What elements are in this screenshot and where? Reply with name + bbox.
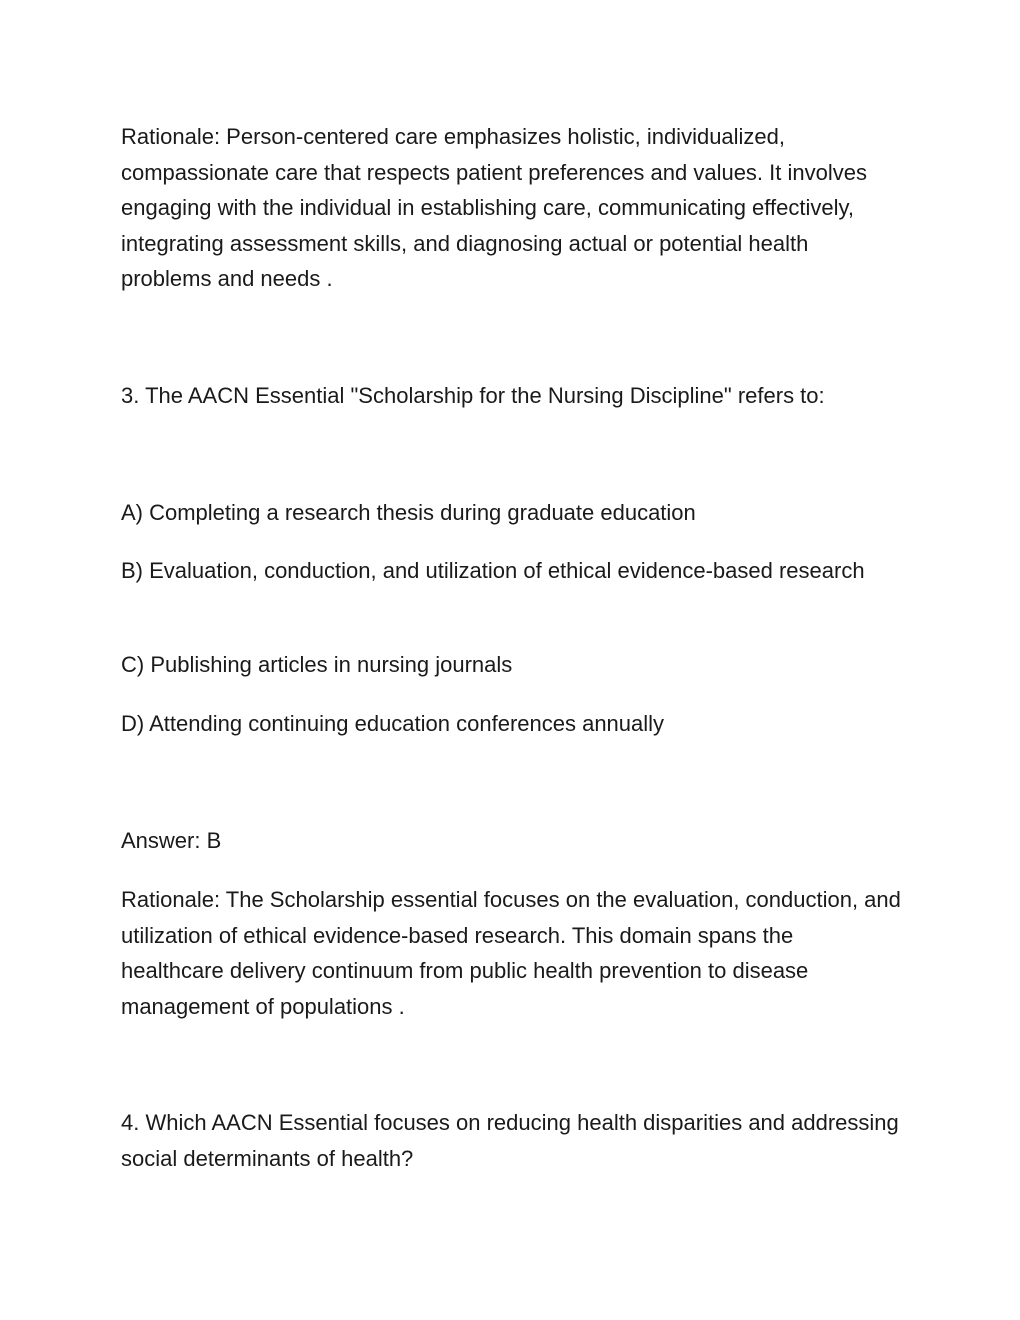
- rationale-paragraph-previous: Rationale: Person-centered care emphasizes holistic, individualized, compassionate care that respects patient preferences and values. It involves engaging with the individual in establishing care, communicating effectively, integrating assessment skills, and diagnosing actual or potential health problems and needs .: [121, 124, 867, 291]
- question-3-option-b: B) Evaluation, conduction, and utilization of ethical evidence-based research: [121, 558, 865, 583]
- question-3-prompt: 3. The AACN Essential "Scholarship for the Nursing Discipline" refers to:: [121, 383, 825, 408]
- question-3-rationale: Rationale: The Scholarship essential focuses on the evaluation, conduction, and utilization of ethical evidence-based research. This domain spans the healthcare delivery continuum from public health prevention to disease management of populations .: [121, 887, 901, 1019]
- question-3-option-d: D) Attending continuing education conferences annually: [121, 711, 665, 736]
- question-3-option-c: C) Publishing articles in nursing journals: [121, 652, 513, 677]
- question-3-option-a: A) Completing a research thesis during graduate education: [121, 500, 696, 525]
- question-4-prompt: 4. Which AACN Essential focuses on reducing health disparities and addressing social determinants of health?: [121, 1110, 899, 1171]
- question-3-answer: Answer: B: [121, 828, 222, 853]
